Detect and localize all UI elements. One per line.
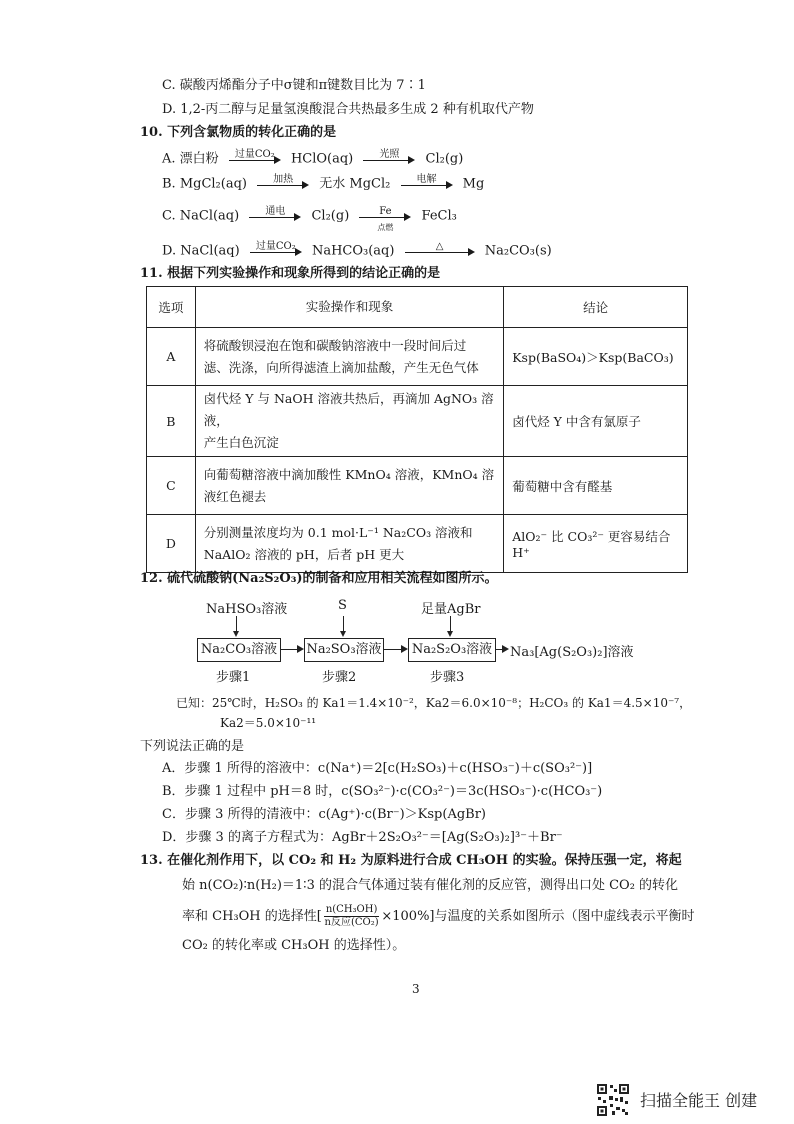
flow-box-3: Na₂S₂O₃溶液 (408, 638, 496, 662)
row-operation: 将硫酸钡浸泡在饱和碳酸钠溶液中一段时间后过 滤、洗涤，向所得滤渣上滴加盐酸，产生无色气体 (195, 328, 503, 386)
row-conclusion: Ksp(BaSO₄)＞Ksp(BaCO₃) (504, 328, 688, 386)
arrow-head-icon (401, 645, 408, 653)
flow-arrow-down (236, 616, 237, 632)
flow-arrow-right (281, 649, 297, 650)
row-option: C (147, 457, 196, 515)
header-conclusion: 结论 (504, 287, 688, 328)
flow-arrow-down (343, 616, 344, 632)
q10-option-d: D. NaCl(aq) 过量CO₂ NaHCO₃(aq) △ Na₂CO₃(s) (162, 241, 552, 259)
flow-step-2: 步骤2 (322, 670, 357, 685)
table-row (147, 457, 688, 515)
row-conclusion: AlO₂⁻ 比 CO₃²⁻ 更容易结合 H⁺ (504, 515, 688, 573)
q10-option-b: B. MgCl₂(aq) 加热 无水 MgCl₂ 电解 Mg (162, 174, 485, 192)
flow-arrow-down (450, 616, 451, 632)
flow-box-2: Na₂SO₃溶液 (304, 638, 384, 662)
header-option: 选项 (147, 287, 196, 328)
arrow-head-icon (233, 631, 239, 637)
table-row (147, 386, 688, 457)
q12-known-line-2: Ka2＝5.0×10⁻¹¹ (220, 716, 317, 730)
q11-table (146, 286, 688, 573)
qr-code-icon (596, 1083, 630, 1117)
flow-input-2: S (338, 598, 347, 613)
q13-line-4: CO₂ 的转化率或 CH₃OH 的选择性）。 (182, 938, 406, 953)
reaction-arrow: Fe 点燃 (359, 207, 411, 225)
q10-option-a: A. 漂白粉 过量CO₂ HClO(aq) 光照 Cl₂(g) (162, 149, 464, 167)
q12-option-a: A．步骤 1 所得的溶液中：c(Na⁺)＝2[c(H₂SO₃)＋c(HSO₃⁻)＋c(SO₃²⁻)] (162, 761, 593, 776)
arrow-head-icon (340, 631, 346, 637)
arrow-head-icon (502, 645, 509, 653)
flow-arrow-right (384, 649, 401, 650)
row-option: A (147, 328, 196, 386)
q12-option-c: C．步骤 3 所得的清液中：c(Ag⁺)·c(Br⁻)＞Ksp(AgBr) (162, 807, 486, 822)
selectivity-fraction: $\frac{\text{n(CH₃OH)}}{\text{n反应(CO₂)}}$ (324, 904, 379, 928)
q12-ask: 下列说法正确的是 (140, 739, 245, 754)
table-row (147, 515, 688, 573)
table-header-row (147, 287, 688, 328)
reaction-arrow: 光照 (363, 150, 415, 168)
row-operation: 向葡萄糖溶液中滴加酸性 KMnO₄ 溶液，KMnO₄ 溶 液红色褪去 (195, 457, 503, 515)
q12-known-line-1: 已知：25℃时，H₂SO₃ 的 Ka1＝1.4×10⁻²，Ka2＝6.0×10⁻⁸；H₂CO₃ 的 Ka1＝4.5×10⁻⁷， (176, 696, 692, 710)
row-option: D (147, 515, 196, 573)
flow-step-1: 步骤1 (216, 670, 251, 685)
q12-stem: 12. 硫代硫酸钠(Na₂S₂O₃)的制备和应用相关流程如图所示。 (140, 571, 498, 586)
flow-input-1: NaHSO₃溶液 (206, 602, 288, 617)
q13-line-3: 率和 CH₃OH 的选择性[ $\frac{\text{n(CH₃OH)}}{\text{n反应(CO₂)}}$ ×100%]与温度的关系如图所示（图中虚线表示平衡时 (182, 904, 695, 928)
reaction-arrow: 电解 (401, 175, 453, 193)
flow-step-3: 步骤3 (430, 670, 465, 685)
page-number: 3 (412, 982, 420, 996)
q10-stem: 10. 下列含氯物质的转化正确的是 (140, 125, 337, 140)
q11-stem: 11. 根据下列实验操作和现象所得到的结论正确的是 (140, 266, 441, 281)
watermark-brand: 扫描全能王 创建 (640, 1091, 758, 1110)
row-conclusion: 葡萄糖中含有醛基 (504, 457, 688, 515)
reaction-arrow: 过量CO₂ (250, 242, 302, 260)
table-row (147, 328, 688, 386)
q13-line-2: 始 n(CO₂)∶n(H₂)＝1∶3 的混合气体通过装有催化剂的反应管，测得出口处 CO₂ 的转化 (182, 878, 679, 893)
q12-option-b: B．步骤 1 过程中 pH＝8 时，c(SO₃²⁻)·c(CO₃²⁻)＝3c(HSO₃⁻)·c(HCO₃⁻) (162, 784, 603, 799)
reaction-arrow: △ (405, 242, 475, 260)
flow-input-3: 足量AgBr (421, 602, 481, 617)
q13-line-1: 13. 在催化剂作用下，以 CO₂ 和 H₂ 为原料进行合成 CH₃OH 的实验。保持压强一定，将起 (140, 853, 682, 868)
flow-box-1: Na₂CO₃溶液 (197, 638, 281, 662)
row-operation: 卤代烃 Y 与 NaOH 溶液共热后，再滴加 AgNO₃ 溶液， 产生白色沉淀 (195, 386, 503, 457)
q9-option-c: C. 碳酸丙烯酯分子中σ键和π键数目比为 7∶1 (162, 78, 426, 93)
reaction-arrow: 过量CO₂ (229, 150, 281, 168)
arrow-head-icon (297, 645, 304, 653)
row-operation: 分别测量浓度均为 0.1 mol·L⁻¹ Na₂CO₃ 溶液和 NaAlO₂ 溶液的 pH，后者 pH 更大 (195, 515, 503, 573)
header-operation: 实验操作和现象 (195, 287, 503, 328)
row-conclusion: 卤代烃 Y 中含有氯原子 (504, 386, 688, 457)
arrow-head-icon (447, 631, 453, 637)
q10-option-c: C. NaCl(aq) 通电 Cl₂(g) Fe 点燃 FeCl₃ (162, 206, 457, 232)
reaction-arrow: 通电 (249, 207, 301, 225)
q9-option-d: D. 1,2-丙二醇与足量氢溴酸混合共热最多生成 2 种有机取代产物 (162, 102, 534, 117)
row-option: B (147, 386, 196, 457)
reaction-arrow: 加热 (257, 175, 309, 193)
q12-option-d: D．步骤 3 的离子方程式为：AgBr＋2S₂O₃²⁻＝[Ag(S₂O₃)₂]³⁻＋Br⁻ (162, 830, 563, 845)
flow-output: Na₃[Ag(S₂O₃)₂]溶液 (510, 645, 634, 660)
